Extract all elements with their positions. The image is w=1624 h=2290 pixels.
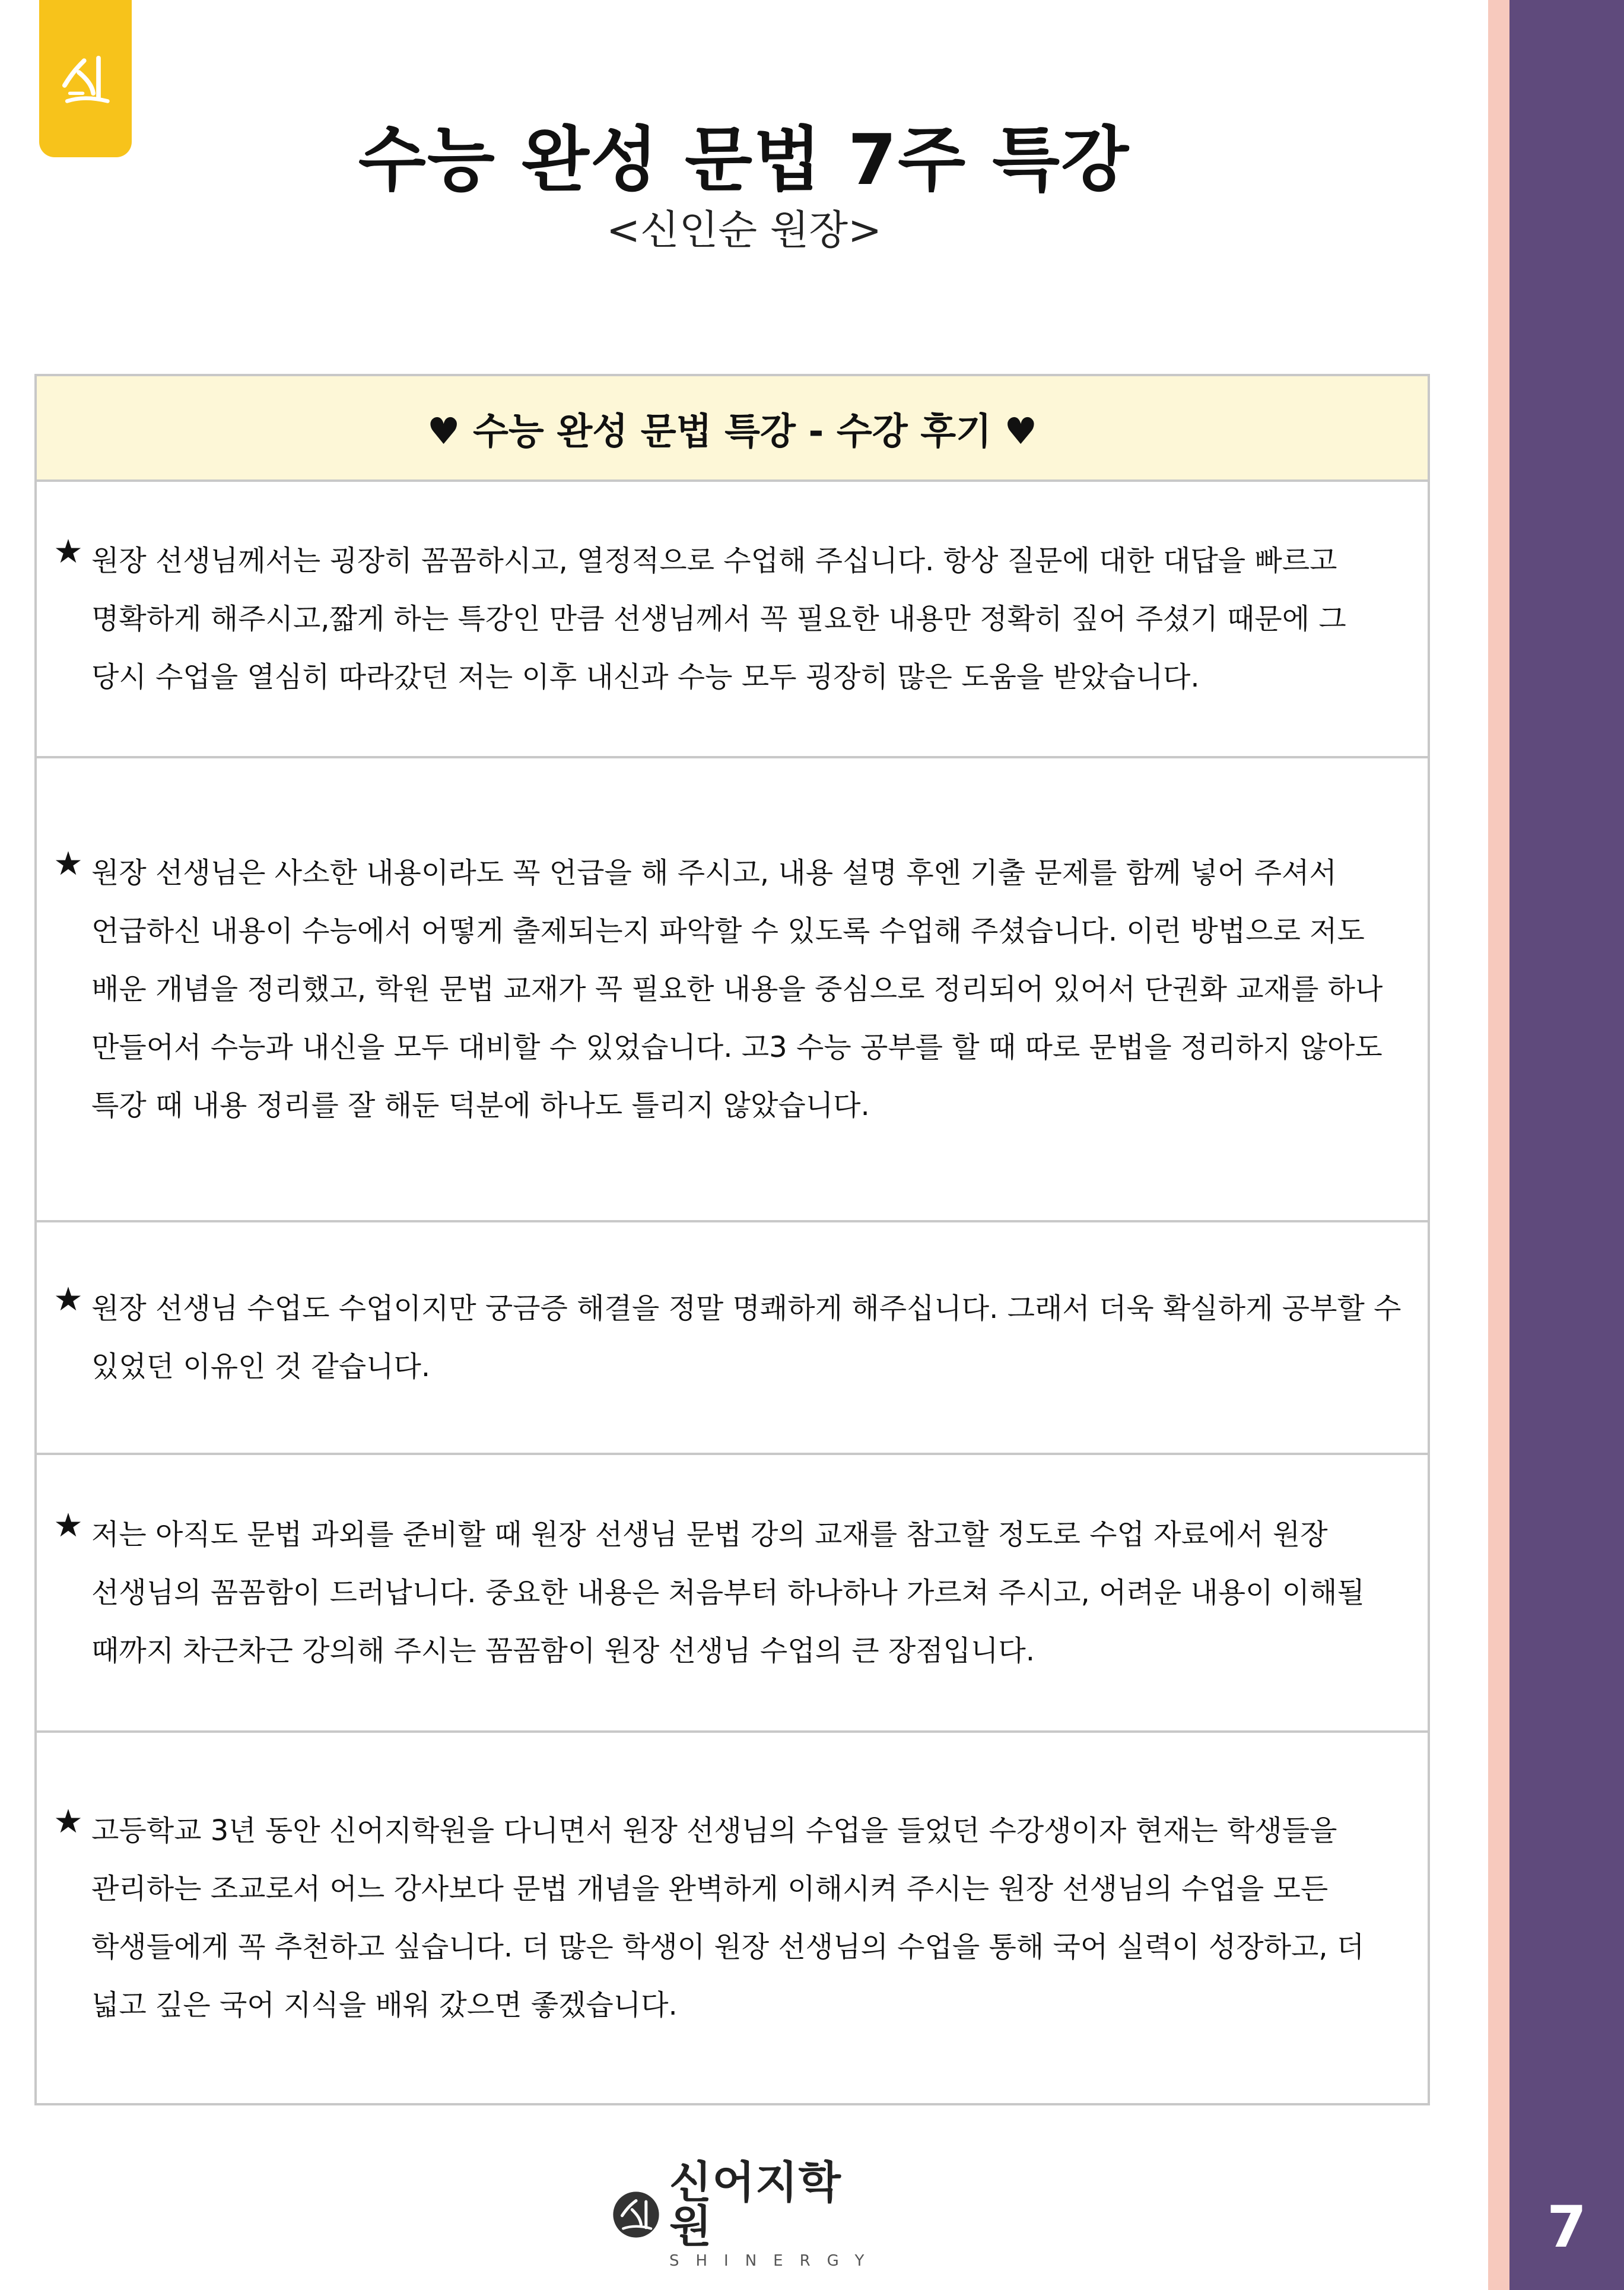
review-item [37,1455,1428,1733]
review-item-body [55,1802,1410,2034]
shin-calligraphy-logo-icon [53,46,118,112]
side-stripe-pink [1488,0,1509,2290]
star-icon [55,850,82,877]
review-table [34,374,1430,2105]
shinergy-emblem-icon [611,2190,661,2240]
review-text: 원장 선생님께서는 굉장히 꼼꼼하시고, 열정적으로 수업해 주십니다. 항상 질문에 대한 대답을 빠르고 명확하게 해주시고,짧게 하는 특강인 만큼 선생님께서 꼭 필요한 내용만 정확히 짚어 주셨기 때문에 그 당시 수업을 열심히 따라갔던 저는 이후 내신과 수능 모두 굉장히 많은 도움을 받았습니다. [91,544,1346,694]
review-text: 저는 아직도 문법 과외를 준비할 때 원장 선생님 문법 강의 교재를 참고할 정도로 수업 자료에서 원장 선생님의 꼼꼼함이 드러납니다. 중요한 내용은 처음부터 하나하나 가르쳐 주시고, 어려운 내용이 이해될 때까지 차근차근 강의해 주시는 꼼꼼함이 원장 선생님 수업의 큰 장점입니다. [91,1518,1365,1668]
review-item [37,758,1428,1222]
review-item-body [55,1279,1410,1396]
review-text: 원장 선생님은 사소한 내용이라도 꼭 언급을 해 주시고, 내용 설명 후엔 기출 문제를 함께 넣어 주셔서 언급하신 내용이 수능에서 어떻게 출제되는지 파악할 수 있도록 수업해 주셨습니다. 이런 방법으로 저도 배운 개념을 정리했고, 학원 문법 교재가 꼭 필요한 내용을 중심으로 정리되어 있어서 단권화 교재를 하나 만들어서 수능과 내신을 모두 대비할 수 있었습니다. 고3 수능 공부를 할 때 따로 문법을 정리하지 않아도 특강 때 내용 정리를 잘 해둔 덕분에 하나도 틀리지 않았습니다. [91,856,1383,1122]
review-text: 고등학교 3년 동안 신어지학원을 다니면서 원장 선생님의 수업을 들었던 수강생이자 현재는 학생들을 관리하는 조교로서 어느 강사보다 문법 개념을 완벽하게 이해시켜 주시는 원장 선생님의 수업을 모든 학생들에게 꼭 추천하고 싶습니다. 더 많은 학생이 원장 선생님의 수업을 통해 국어 실력이 성장하고, 더 넓고 깊은 국어 지식을 배워 갔으면 좋겠습니다. [91,1814,1365,2022]
review-item-body [55,1506,1410,1680]
star-icon [55,1808,82,1835]
page-subtitle: <신인순 원장> [606,207,882,254]
star-icon [55,1285,82,1313]
academy-name: 신어지학원 [669,2157,841,2252]
review-item-body [55,844,1410,1135]
academy-sub: SHINERGY [669,2252,881,2270]
review-item [37,482,1428,758]
star-icon [55,1511,82,1539]
footer-texts [669,2157,881,2270]
review-item-body [55,532,1410,706]
review-item [37,1222,1428,1455]
side-stripe-purple [1509,0,1624,2290]
page-number: 7 [1547,2194,1587,2260]
star-icon [55,538,82,565]
footer-logo [611,2157,881,2270]
review-text: 원장 선생님 수업도 수업이지만 궁금증 해결을 정말 명쾌하게 해주십니다. 그래서 더욱 확실하게 공부할 수 있었던 이유인 것 같습니다. [91,1292,1401,1383]
review-table-heading: ♥ 수능 완성 문법 특강 - 수강 후기 ♥ [37,376,1428,482]
review-item [37,1733,1428,2103]
page-title: 수능 완성 문법 7주 특강 [358,119,1130,201]
